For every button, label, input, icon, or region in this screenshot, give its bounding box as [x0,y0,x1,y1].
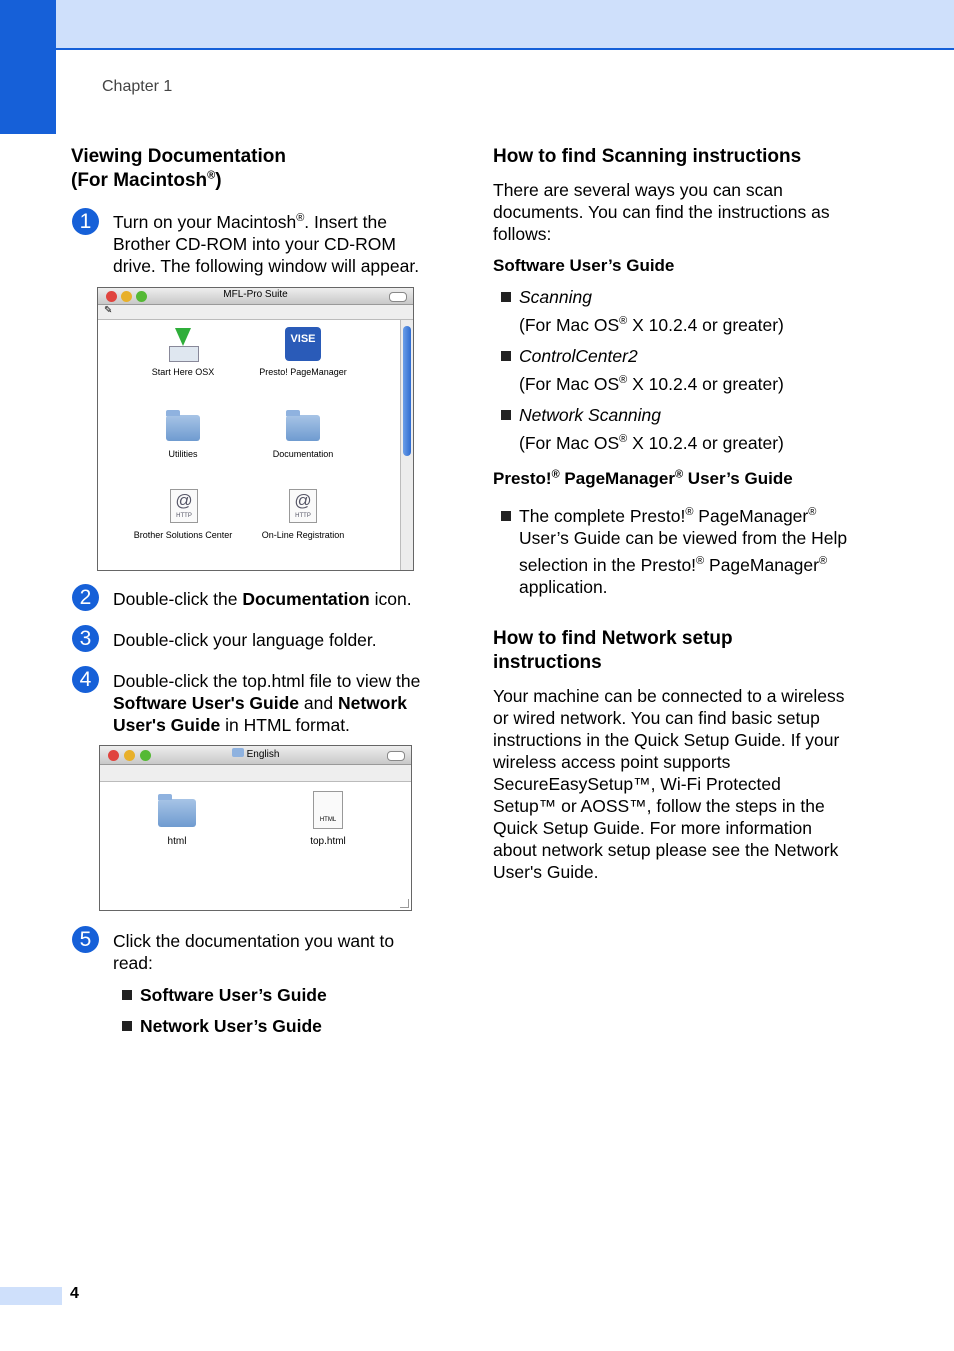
mfl-pro-suite-window [97,287,414,571]
step-number: 3 [72,625,99,652]
folder-icon [232,748,244,757]
icon-label: Utilities [168,449,198,459]
scrollbar[interactable] [400,320,413,570]
web-link-icon[interactable]: @ HTTP [170,489,198,523]
step-number: 1 [72,208,99,235]
icon-label: html [167,836,187,847]
paragraph: Your machine can be connected to a wireless or wired network. You can find basic setup instructions in the Quick Setup Guide. If your wireless access point supports SecureEasySetup™, Wi-Fi Protected Setup™ or AOSS™, follow the steps in the Quick Setup Guide. For more information about network setup please see the Network User's Guide. [493,686,845,882]
bullet-icon [122,1021,132,1031]
icon-label: On-Line Registration [261,530,345,540]
section-title: Viewing Documentation (For Macintosh®) [71,146,287,191]
resize-grip-icon[interactable] [400,899,409,908]
chapter-label: Chapter 1 [102,78,173,95]
section-title: How to find Scanning instructions [493,146,802,167]
paragraph: There are several ways you can scan documents. You can find the instructions as follows: [493,180,830,244]
step-text: Turn on your Macintosh®. Insert the Brother CD-ROM into your CD-ROM drive. The following window will appear. [113,212,420,276]
web-link-icon[interactable]: @ HTTP [289,489,317,523]
start-here-icon[interactable] [166,328,200,362]
step-text: Double-click the Documentation icon. [113,589,412,609]
english-folder-window [99,745,412,911]
html-folder-icon[interactable] [158,799,196,827]
list-item: Network User’s Guide [140,1016,322,1036]
icon-label: Presto! PageManager [259,367,347,377]
icon-label: top.html [310,836,346,847]
window-title: English [100,748,411,760]
page-number: 4 [70,1285,79,1302]
list-item: ControlCenter2 (For Mac OS® X 10.2.4 or greater) [519,346,784,394]
utilities-folder-icon[interactable] [166,415,200,441]
step-text: Double-click your language folder. [113,630,377,650]
list-item: Scanning (For Mac OS® X 10.2.4 or greater) [519,287,784,335]
chapter-tab [0,0,56,134]
icon-label: Brother Solutions Center [133,530,233,540]
title-bar [98,288,413,305]
step-number: 4 [72,666,99,693]
pin-icon[interactable]: ✎ [104,305,113,316]
icon-label: Documentation [272,449,334,459]
icon-label: Start Here OSX [151,367,215,377]
list-item: The complete Presto!® PageManager® User’s Guide can be viewed from the Help selection in the Presto!® PageManager® application. [519,506,848,597]
toolbar [98,305,413,320]
toolbar-toggle[interactable] [387,751,405,761]
vise-icon[interactable]: VISE [285,327,321,361]
list-item: Network Scanning (For Mac OS® X 10.2.4 or greater) [519,405,784,453]
documentation-folder-icon[interactable] [286,415,320,441]
bullet-icon [501,351,511,361]
title-bar [100,746,411,765]
scroll-thumb[interactable] [403,326,411,456]
list-item: Software User’s Guide [140,985,327,1005]
page-number-bar [0,1287,62,1305]
step-number: 5 [72,926,99,953]
toolbar-toggle[interactable] [389,292,407,302]
step-text: Click the documentation you want to read: [113,931,395,973]
html-file-icon[interactable]: HTML [313,791,343,829]
header-bar [56,0,954,50]
step-number: 2 [72,584,99,611]
section-title: How to find Network setup instructions [493,628,733,673]
bullet-icon [501,410,511,420]
bullet-icon [501,511,511,521]
bullet-icon [122,990,132,1000]
toolbar [100,765,411,782]
step-text: Double-click the top.html file to view the Software User's Guide and Network User's Guide in HTML format. [113,671,421,735]
bullet-icon [501,292,511,302]
window-title: MFL-Pro Suite [223,289,288,300]
subheading: Presto!® PageManager® User’s Guide [493,468,793,488]
subheading: Software User’s Guide [493,256,675,275]
